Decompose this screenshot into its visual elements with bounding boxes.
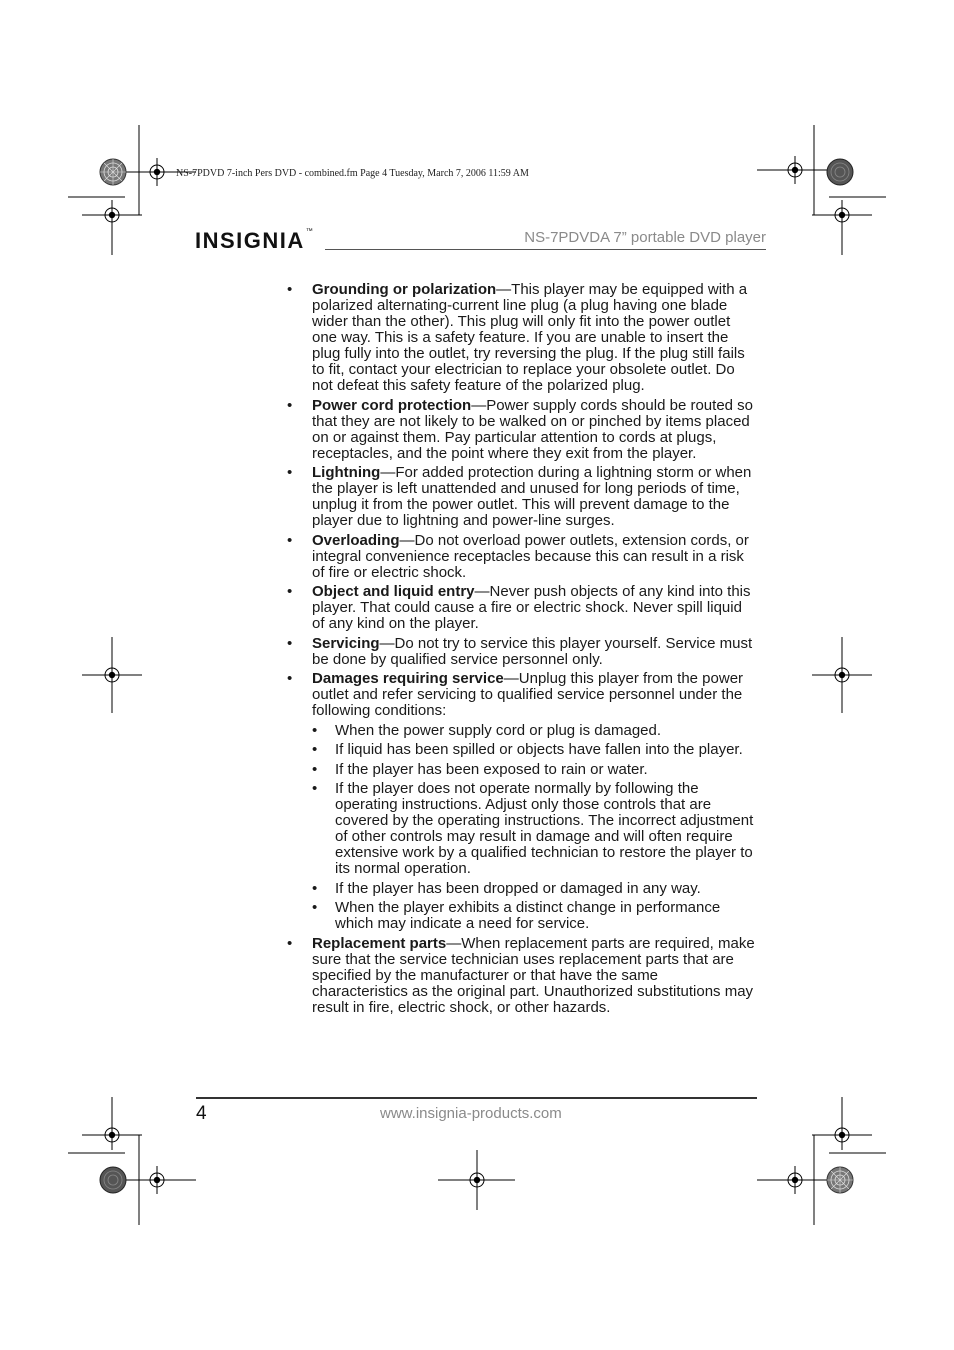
condition-item: • If liquid has been spilled or objects have fallen into the player. <box>312 742 757 758</box>
list-item <box>287 465 757 529</box>
item-text: —Unplug this player from the power outlet and refer servicing to qualified service personnel under the following conditions: <box>312 670 744 719</box>
condition-item: • If the player has been exposed to rain or water. <box>312 762 757 778</box>
print-info-line: NS-7PDVD 7-inch Pers DVD - combined.fm Page 4 Tuesday, March 7, 2006 11:59 AM <box>176 168 529 179</box>
condition-item: • If the player has been dropped or damaged in any way. <box>312 881 757 897</box>
list-item <box>287 398 757 462</box>
insignia-logo <box>195 228 313 258</box>
logo-text: INSIGNIA <box>195 228 305 253</box>
safety-list <box>287 282 757 1019</box>
item-term: Replacement parts <box>312 934 447 952</box>
item-text: —Do not overload power outlets, extension cords, or integral convenience receptacles because this can result in a risk of fire or electric shock. <box>312 531 749 581</box>
list-item <box>287 584 757 632</box>
item-text: —Do not try to service this player yourself. Service must be done by qualified service personnel only. <box>312 634 753 668</box>
header-rule <box>325 249 766 250</box>
item-term: Lightning <box>312 464 381 481</box>
item-text: —When replacement parts are required, make sure that the service technician uses replacement parts that are specified by the manufacturer or that have the same characteristics as the original part. Unauthorized substitutions may result in fire, electric shock, or other hazards. <box>312 934 755 1016</box>
item-term: Power cord protection <box>312 396 472 414</box>
item-term: Object and liquid entry <box>312 583 475 600</box>
list-item <box>287 636 757 668</box>
item-term: Servicing <box>312 634 380 652</box>
item-term: Damages requiring service <box>312 670 504 687</box>
list-item <box>287 533 757 581</box>
item-term: Overloading <box>312 531 400 549</box>
list-item <box>287 671 757 932</box>
header-title: NS-7PDVDA 7” portable DVD player <box>524 229 766 246</box>
footer-url: www.insignia-products.com <box>380 1105 562 1122</box>
item-text: —For added protection during a lightning storm or when the player is left unattended and unused for long periods of time, unplug it from the power outlet. This will prevent damage to the player due to lightning and power-line surges. <box>312 464 752 529</box>
footer-rule <box>196 1097 757 1099</box>
item-text: —Never push objects of any kind into this player. That could cause a fire or electric shock. Never spill liquid of any kind on the player. <box>312 583 751 632</box>
item-term: Grounding or polarization <box>312 281 497 298</box>
condition-item: • When the power supply cord or plug is damaged. <box>312 723 757 739</box>
condition-item: • If the player does not operate normally by following the operating instructions. Adjust only those controls that are covered by the operating instructions. The incorrect adjustment of other controls may result in damage and will often require extensive work by a qualified technician to restore the player to its normal operation. <box>312 781 757 877</box>
logo-trademark: ™ <box>305 228 313 235</box>
conditions-list <box>312 723 757 933</box>
condition-item: • When the player exhibits a distinct change in performance which may indicate a need for service. <box>312 900 757 932</box>
item-text: —This player may be equipped with a polarized alternating-current line plug (a plug having one blade wider than the other). This plug will only fit into the power outlet one way. This is a safety feature. If you are unable to insert the plug fully into the outlet, try reversing the plug. If the plug still fails to fit, contact your electrician to replace your obsolete outlet. Do not defeat this safety feature of the polarized plug. <box>312 281 748 394</box>
list-item <box>287 282 757 394</box>
item-text: —Power supply cords should be routed so that they are not likely to be walked on or pinched by items placed on or against them. Pay particular attention to cords at plugs, receptacles, and the point where they exit from the player. <box>312 396 754 462</box>
page-number: 4 <box>196 1103 207 1124</box>
list-item <box>287 936 757 1016</box>
